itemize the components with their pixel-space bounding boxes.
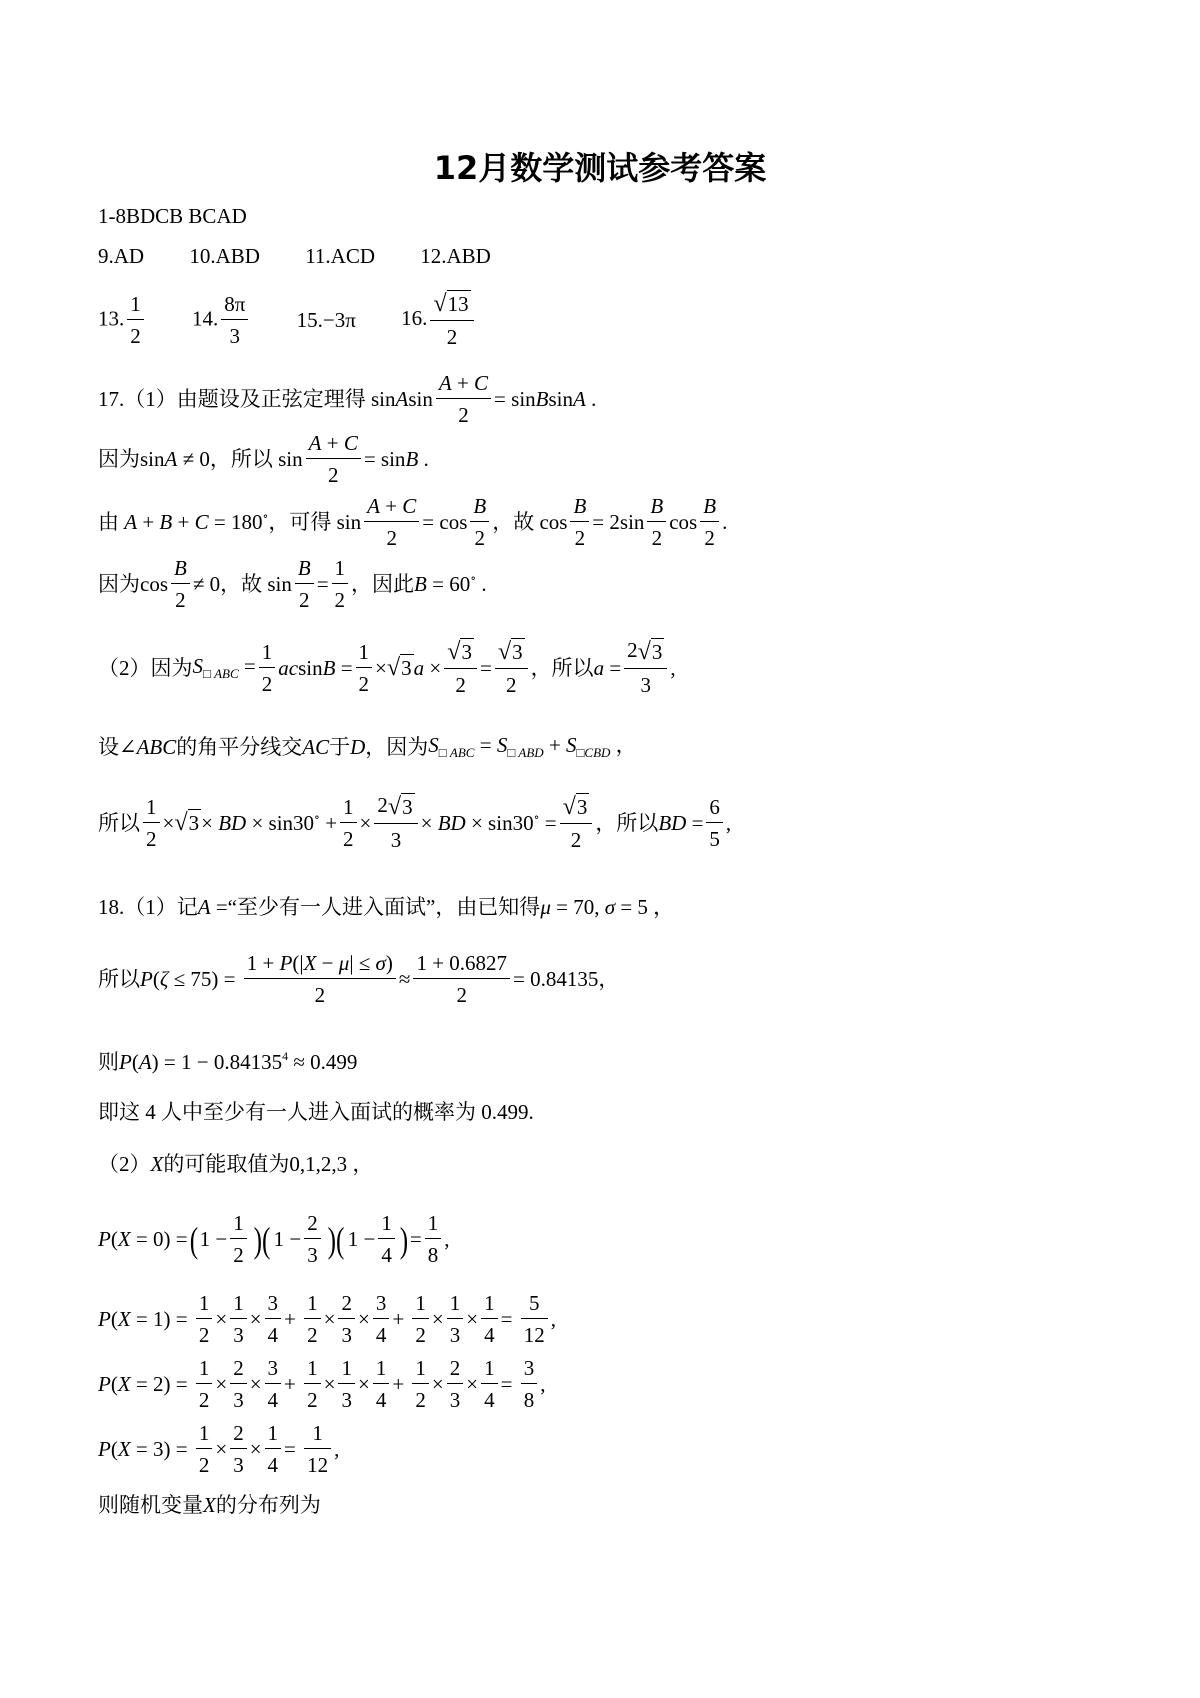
answer-10: 10.ABD [189,243,260,268]
q17-part2-line-1: （2）因为$S_{□ ABC}$ = $\frac{1}{2}$ acsinB = $\frac{1}{2}$ ×√3a × $\frac{√3}{2}$ = $\frac{√3}{2}$ ，所以a = $\frac{2√3}{3}$ , [98,638,676,698]
answer-row-1: 1-8BDCB BCAD [98,204,247,228]
q18-p2: P(X = 2) = $\frac{1}{2}$ × $\frac{2}{3}$ × $\frac{3}{4}$ + $\frac{1}{2}$ × $\frac{1}{3}$ × $\frac{1}{4}$ + $\frac{1}{2}$ × $\frac{2}{3}$ × $\frac{1}{4}$ = $\frac{3}{8}$ , [98,1356,546,1412]
q18-line-5: （2）X的可能取值为0,1,2,3 ， [98,1151,374,1176]
q18-line-1: 18.（1）记A =“至少有一人进入面试”，由已知得μ = 70, σ = 5 ， [98,894,675,919]
q18-p3: P(X = 3) = $\frac{1}{2}$ × $\frac{2}{3}$ × $\frac{1}{4}$ = $\frac{1}{12}$ , [98,1421,340,1477]
q17-part2-line-2: 设∠ABC的角平分线交AC于D，因为$S_{□ ABC} = S_{□ ABD} + S_{□CBD}$ ， [98,733,637,761]
q17-part2-line-3: 所以 $\frac{1}{2}$ ×√3× BD × sin30∘ + $\frac{1}{2}$ × $\frac{2√3}{3}$ × BD × sin30∘ = $\frac{√3}{2}$ ，所以BD = $\frac{6}{5}$ , [98,793,732,853]
q18-line-10: 则随机变量X的分布列为 [98,1492,321,1517]
answer-12: 12.ABD [420,243,491,268]
answer-9: 9.AD [98,243,145,268]
q18-line-2: 所以P(ζ ≤ 75) = $\frac{1 + P(|X - \mu| \le \sigma)}{2}$ ≈ $\frac{1 + 0.6827}{2}$ = 0.84135， [98,951,620,1007]
q17-line-2: 因为sinA ≠ 0，所以 sin $\frac{A + C}{2}$ = sinB . [98,431,429,487]
answer-16: 16. $\frac{√13}{2}$ [401,292,477,348]
q17-line-3: 由 A + B + C = 180∘，可得 sin $\frac{A + C}{2}$ = cos $\frac{B}{2}$ ，故 cos $\frac{B}{2}$ = 2sin $\frac{B}{2}$ cos $\frac{B}{2}$ . [98,494,728,550]
answer-row-3 [98,292,477,348]
q18-line-3: 则$P(A) = 1 - 0.84135^4 \approx 0.499$ [98,1049,358,1075]
answer-11: 11.ACD [305,243,375,268]
q18-line-4: 即这 4 人中至少有一人进入面试的概率为 0.499. [98,1100,534,1124]
answer-15: 15.−3π [296,307,356,332]
page-title: 12月数学测试参考答案 [433,149,767,187]
q17-line-4: 因为cos $\frac{B}{2}$ ≠ 0，故 sin $\frac{B}{2}$ = $\frac{1}{2}$ ，因此B = 60∘ . [98,556,487,612]
q18-p0: P(X = 0) =(1 − $\frac{1}{2}$ )( 1 − $\frac{2}{3}$ )( 1 − $\frac{1}{4}$ )= $\frac{1}{8}$ , [98,1211,450,1267]
answer-13: 13. $\frac{1}{2}$ [98,294,147,347]
answer-14: 14. $\frac{8\pi}{3}$ [192,294,251,347]
answer-row-2 [98,242,491,269]
q17-line-1: 17.（1）由题设及正弦定理得 sinAsin $\frac{A + C}{2}$ = sinBsinA . [98,371,597,427]
q18-p1: P(X = 1) = $\frac{1}{2}$ × $\frac{1}{3}$ × $\frac{3}{4}$ + $\frac{1}{2}$ × $\frac{2}{3}$ × $\frac{3}{4}$ + $\frac{1}{2}$ × $\frac{1}{3}$ × $\frac{1}{4}$ = $\frac{5}{12}$ , [98,1291,556,1347]
